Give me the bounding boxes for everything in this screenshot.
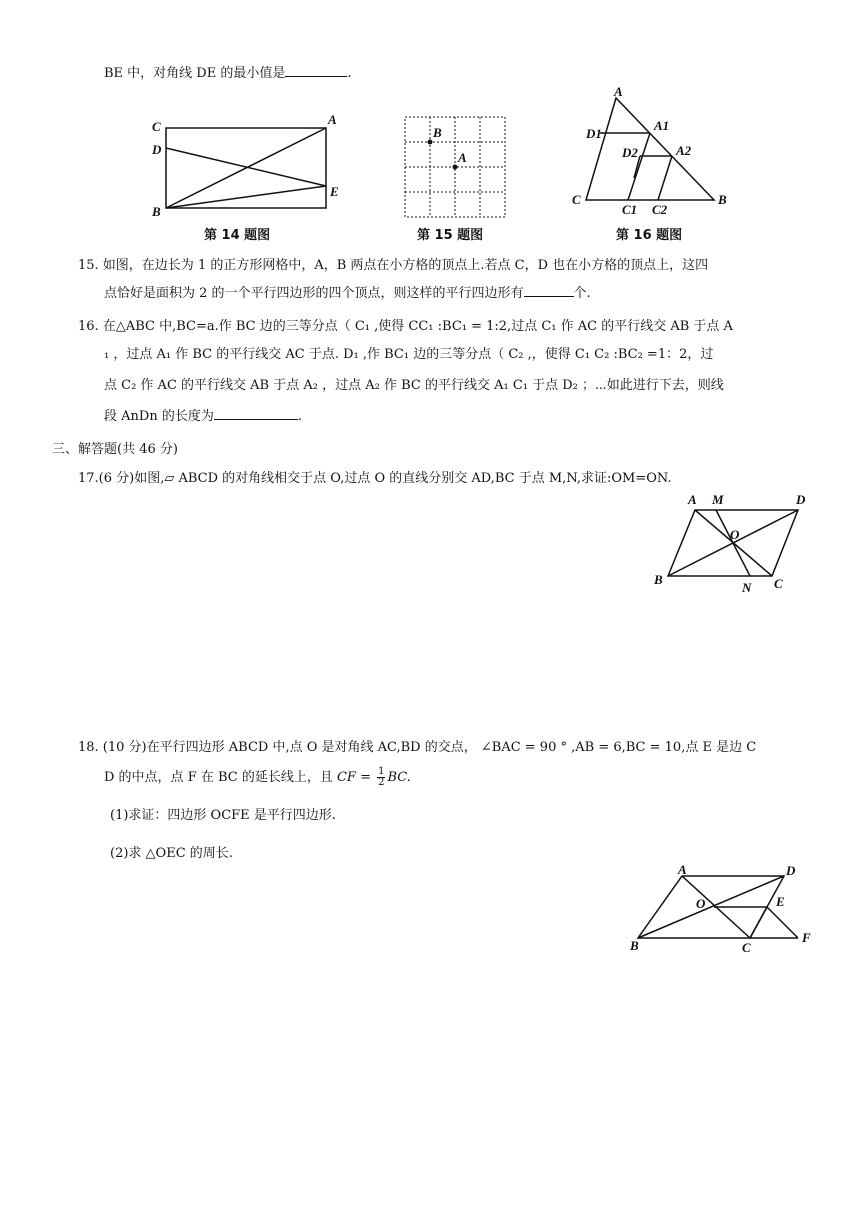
fig16-label-c: C bbox=[572, 192, 581, 207]
fig14-label-e: E bbox=[330, 184, 339, 199]
fig15-point-b bbox=[428, 140, 433, 145]
fig16-diagram bbox=[568, 86, 738, 222]
q17-label-b: B bbox=[654, 572, 663, 587]
fig16-label-b: B bbox=[718, 192, 727, 207]
q16-line4-text: 段 AnDn 的长度为 bbox=[104, 409, 214, 424]
q17-diagram bbox=[650, 490, 818, 598]
q14-text: BE 中，对角线 DE 的最小值是 bbox=[104, 66, 286, 81]
fig15-grid bbox=[400, 112, 510, 222]
fig15-label-b: B bbox=[433, 125, 442, 140]
q14-end: . bbox=[347, 66, 352, 81]
q16-line4 bbox=[104, 407, 302, 426]
q18-fraction bbox=[377, 767, 385, 788]
q17-label-a: A bbox=[688, 492, 697, 507]
q16-line3: 点 C₂ 作 AC 的平行线交 AB 于点 A₂ ，过点 A₂ 作 BC 的平行线交 A₁ C₁ 于点 D₂ ；⋯如此进行下去，则线 bbox=[104, 378, 724, 393]
fig14-label-b: B bbox=[152, 204, 161, 219]
q16-line4-end: . bbox=[297, 409, 302, 424]
q18-line2 bbox=[104, 767, 411, 789]
q17-label-m: M bbox=[712, 492, 724, 507]
fig14-label-c: C bbox=[152, 119, 161, 134]
q18-part2: (2)求 △OEC 的周长. bbox=[110, 846, 233, 861]
q18-bc: BC. bbox=[387, 770, 411, 785]
fig16-label-a2: A2 bbox=[676, 143, 692, 158]
q15-line2 bbox=[104, 284, 591, 303]
fig16-label-a: A bbox=[614, 86, 623, 99]
q18-fraction-denominator: 2 bbox=[378, 777, 385, 788]
q18-label-f: F bbox=[802, 930, 811, 945]
q15-line1: 15. 如图，在边长为 1 的正方形网格中，A，B 两点在小方格的顶点上.若点 C，D 也在小方格的顶点上，这四 bbox=[78, 258, 709, 273]
fig16-caption: 第 16 题图 bbox=[616, 228, 683, 243]
q16-line1: 16. 在△ABC 中,BC=a.作 BC 边的三等分点（ C₁ ,使得 CC₁ :BC₁ = 1:2,过点 C₁ 作 AC 的平行线交 AB 于点 A bbox=[78, 319, 733, 334]
fig15-label-a: A bbox=[458, 150, 467, 165]
fig14-caption: 第 14 题图 bbox=[204, 228, 271, 243]
q17-label-d: D bbox=[796, 492, 806, 507]
fig15-point-a bbox=[453, 165, 458, 170]
q17-label-c: C bbox=[774, 576, 783, 591]
q18-fraction-numerator: 1 bbox=[378, 766, 385, 777]
q18-line1: 18. (10 分)在平行四边形 ABCD 中,点 O 是对角线 AC,BD 的交点， ∠BAC = 90 ° ,AB = 6,BC = 10,点 E 是边 C bbox=[78, 740, 757, 755]
q17-label-n: N bbox=[742, 580, 752, 595]
q18-diagram bbox=[626, 860, 822, 956]
fig15-caption: 第 15 题图 bbox=[417, 228, 484, 243]
q18-label-a: A bbox=[678, 862, 687, 877]
q15-answer-blank bbox=[524, 284, 574, 297]
q14-answer-blank bbox=[285, 64, 347, 77]
q18-part1: (1)求证：四边形 OCFE 是平行四边形. bbox=[110, 808, 336, 823]
fig16-label-d1: D1 bbox=[586, 126, 602, 141]
fig14-diagram bbox=[148, 110, 348, 220]
fig16-label-a1: A1 bbox=[654, 118, 670, 133]
q16-answer-blank bbox=[214, 407, 298, 420]
q14-tail bbox=[104, 64, 352, 83]
q18-label-o: O bbox=[696, 896, 706, 911]
q17-label-o: O bbox=[730, 527, 740, 542]
q16-line2: ₁ ，过点 A₁ 作 BC 的平行线交 AC 于点. D₁ ,作 BC₁ 边的三等分点（ C₂ ,，使得 C₁ C₂ :BC₂ =1：2，过 bbox=[104, 347, 714, 362]
q18-line2-text: D 的中点，点 F 在 BC 的延长线上，且 bbox=[104, 770, 337, 785]
q18-label-b: B bbox=[630, 938, 639, 953]
q18-cf-expr: CF = bbox=[336, 770, 376, 785]
q18-label-e: E bbox=[776, 894, 785, 909]
fig16-label-d2: D2 bbox=[622, 145, 638, 160]
q18-label-c: C bbox=[742, 940, 751, 955]
q15-line2-end: 个. bbox=[573, 286, 591, 301]
fig16-label-c2: C2 bbox=[652, 202, 668, 217]
section-3-title: 三、解答题(共 46 分) bbox=[52, 442, 178, 457]
fig14-label-d: D bbox=[152, 142, 162, 157]
fig16-label-c1: C1 bbox=[622, 202, 638, 217]
q18-label-d: D bbox=[786, 863, 796, 878]
q15-line2-text: 点恰好是面积为 2 的一个平行四边形的四个顶点，则这样的平行四边形有 bbox=[104, 286, 524, 301]
q17-text: 17.(6 分)如图,▱ ABCD 的对角线相交于点 O,过点 O 的直线分别交 AD,BC 于点 M,N,求证:OM=ON. bbox=[78, 471, 672, 486]
fig14-label-a: A bbox=[328, 112, 337, 127]
